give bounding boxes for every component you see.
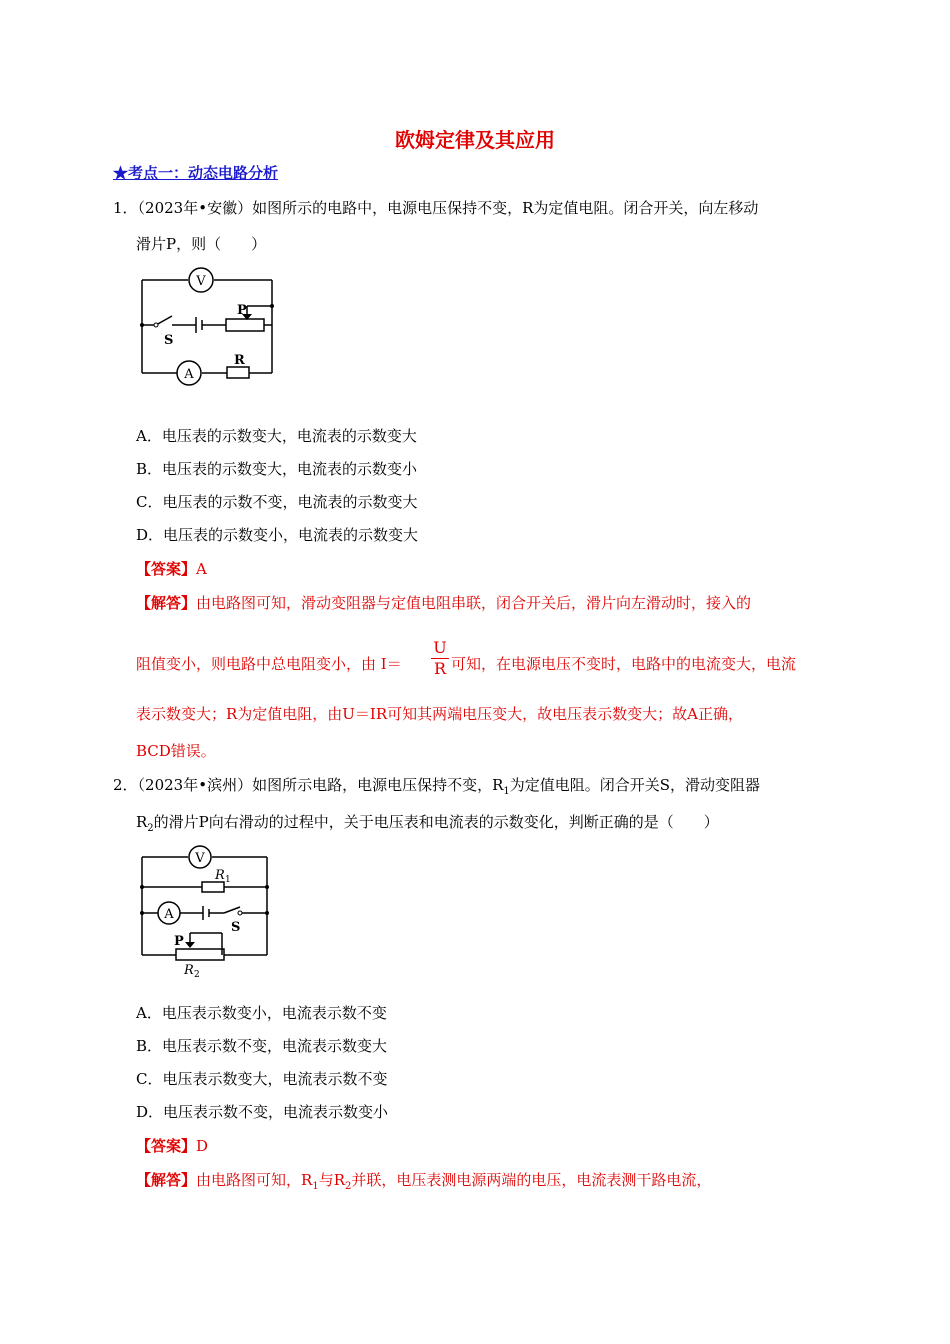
q1-option-d: D．电压表的示数变小，电流表的示数变大 xyxy=(136,526,419,544)
q2-option-b: B．电压表示数不变，电流表示数变大 xyxy=(136,1037,388,1055)
diagram2-label-s: S xyxy=(231,920,241,935)
resistor-icon xyxy=(227,367,249,378)
resistor-r1-icon xyxy=(202,882,224,892)
diagram2-label-r1-sub: 1 xyxy=(225,875,231,885)
q2-explain-tag: 【解答】 xyxy=(136,1171,197,1189)
diagram2-label-p: P xyxy=(174,934,184,949)
q1-frac-denominator: R xyxy=(433,659,447,678)
q2-stem-line1-b: 为定值电阻。闭合开关S，滑动变阻器 xyxy=(509,776,761,794)
q2-explain-b: 与R xyxy=(318,1171,345,1189)
q2-answer-value: D xyxy=(196,1137,209,1155)
q2-stem-line1 xyxy=(113,774,760,797)
diagram-label-v: V xyxy=(196,274,206,289)
q1-option-c: C．电压表的示数不变，电流表的示数变大 xyxy=(136,493,418,511)
q2-stem-line2-a: R xyxy=(136,813,148,831)
page-title: 欧姆定律及其应用 xyxy=(395,128,555,152)
rheostat-r2-icon xyxy=(176,949,224,960)
q2-stem-line2-b: 的滑片P向右滑动的过程中，关于电压表和电流表的示数变化，判断正确的是（ ） xyxy=(153,813,719,831)
q1-stem-line2: 滑片P，则（ ） xyxy=(136,235,267,253)
q1-explain-line2b: 可知，在电源电压不变时，电路中的电流变大，电流 xyxy=(451,655,797,673)
q2-circuit-diagram xyxy=(130,845,280,980)
q1-stem-line1: 1．（2023年•安徽）如图所示的电路中，电源电压保持不变，R为定值电阻。闭合开关，向左移动 xyxy=(113,199,759,217)
q1-explain-tag: 【解答】 xyxy=(136,594,197,612)
q1-explain-text1: 由电路图可知，滑动变阻器与定值电阻串联，闭合开关后，滑片向左滑动时，接入的 xyxy=(196,594,752,612)
q2-option-a: A．电压表示数变小，电流表示数不变 xyxy=(136,1004,387,1022)
diagram2-label-r1: R xyxy=(215,868,225,883)
q2-explain-a: 由电路图可知，R xyxy=(196,1171,313,1189)
q2-stem-line2 xyxy=(136,811,719,834)
q1-option-a: A．电压表的示数变大，电流表的示数变大 xyxy=(136,427,417,445)
q2-explain-c: 并联，电压表测电源两端的电压，电流表测干路电流， xyxy=(351,1171,712,1189)
q1-explain-line3: 表示数变大；R为定值电阻，由U＝IR可知其两端电压变大，故电压表示数变大；故A正确， xyxy=(136,705,743,723)
q1-explain-line1 xyxy=(136,592,751,613)
q2-option-c: C．电压表示数变大，电流表示数不变 xyxy=(136,1070,388,1088)
q1-answer xyxy=(136,558,207,579)
q2-explain-sub2: 2 xyxy=(344,1181,352,1192)
diagram2-label-r2: R xyxy=(184,963,194,978)
q1-explain-line2a: 阻值变小，则电路中总电阻变小，由 I＝ xyxy=(136,655,402,673)
q1-answer-value: A xyxy=(196,560,207,578)
q2-stem-line2-sub: 2 xyxy=(147,823,154,834)
diagram-label-s: S xyxy=(164,333,174,348)
q2-explain-sub1: 1 xyxy=(312,1181,319,1192)
diagram2-label-r2-sub: 2 xyxy=(194,970,200,980)
q1-circuit-diagram xyxy=(130,262,280,387)
diagram-label-r: R xyxy=(234,353,245,368)
q2-option-d: D．电压表示数不变，电流表示数变小 xyxy=(136,1103,389,1121)
q2-explain xyxy=(136,1169,711,1192)
q1-explain-line4: BCD错误。 xyxy=(136,742,216,760)
diagram-label-a: A xyxy=(184,367,194,382)
q2-stem-line1-a: 2．（2023年•滨州）如图所示电路，电源电压保持不变，R xyxy=(113,776,504,794)
q1-answer-tag: 【答案】 xyxy=(136,560,197,578)
rheostat-icon xyxy=(226,319,264,331)
diagram2-label-a: A xyxy=(164,907,174,922)
q1-frac-numerator: U xyxy=(431,638,449,659)
diagram2-label-v: V xyxy=(195,851,205,866)
q2-answer-tag: 【答案】 xyxy=(136,1137,197,1155)
section-heading[interactable]: ★考点一：动态电路分析 xyxy=(113,164,279,182)
q2-stem-line1-sub: 1 xyxy=(503,786,510,797)
q1-fraction xyxy=(431,638,449,679)
q1-option-b: B．电压表的示数变大，电流表的示数变小 xyxy=(136,460,418,478)
diagram-label-p: P xyxy=(237,303,247,318)
q2-answer xyxy=(136,1135,208,1156)
